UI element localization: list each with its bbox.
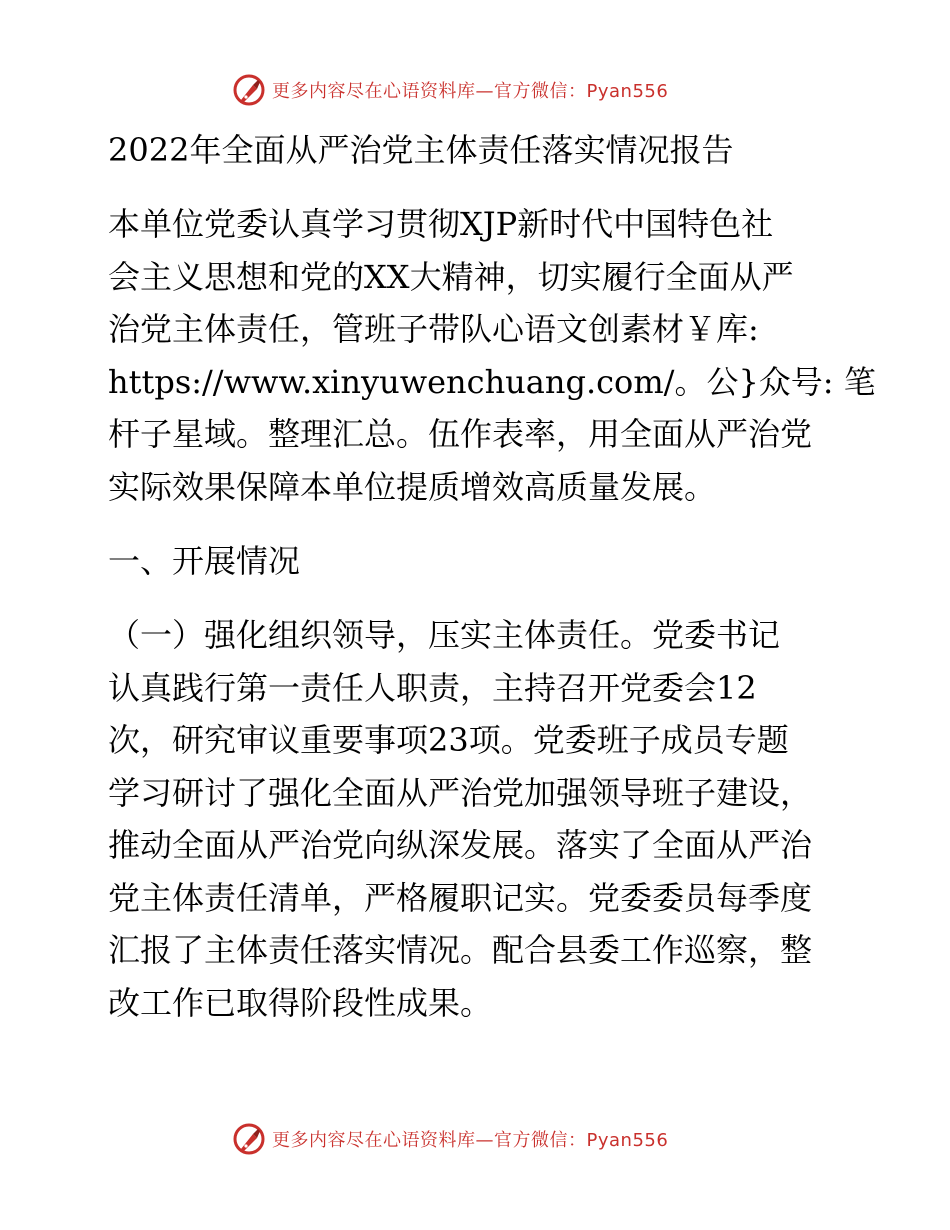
paragraph-line: 认真践行第一责任人职责，主持召开党委会12	[108, 668, 757, 707]
paragraph-line: 改工作已取得阶段性成果。	[108, 983, 493, 1022]
footer-watermark	[232, 1121, 668, 1157]
paragraph-line: 学习研讨了强化全面从严治党加强领导班子建设，	[108, 773, 813, 812]
paragraph-line: https://www.xinyuwenchuang.com/。公}众号: 笔	[108, 362, 876, 401]
footer-watermark-text: 更多内容尽在心语资料库—官方微信：Pyan556	[272, 1130, 669, 1151]
paragraph-line: 本单位党委认真学习贯彻XJP新时代中国特色社	[108, 205, 774, 243]
paragraph-line: 杆子星域。整理汇总。伍作表率，用全面从严治党	[108, 415, 813, 453]
paragraph-line: 治党主体责任，管班子带队心语文创素材￥库:	[108, 310, 759, 348]
paragraph-line: 实际效果保障本单位提质增效高质量发展。	[108, 467, 717, 506]
header-watermark	[232, 72, 668, 108]
paragraph-line: 汇报了主体责任落实情况。配合县委工作巡察，整	[108, 931, 813, 969]
paragraph-line: 次，研究审议重要事项23项。党委班子成员专题	[108, 721, 789, 759]
pen-nib-logo-icon	[232, 73, 266, 107]
pen-nib-logo-icon	[232, 1122, 266, 1156]
document-title: 2022年全面从严治党主体责任落实情况报告	[108, 131, 734, 169]
paragraph-line: （一）强化组织领导，压实主体责任。党委书记	[108, 616, 781, 654]
paragraph-line: 党主体责任清单，严格履职记实。党委委员每季度	[108, 878, 813, 917]
paragraph-section-1	[98, 609, 858, 1029]
paragraph-line: 会主义思想和党的XX大精神，切实履行全面从严	[108, 257, 794, 296]
paragraph-line: 推动全面从严治党向纵深发展。落实了全面从严治	[108, 826, 813, 864]
paragraph-intro	[98, 198, 876, 513]
section-heading: 一、开展情况	[108, 542, 301, 580]
header-watermark-text: 更多内容尽在心语资料库—官方微信：Pyan556	[272, 81, 669, 102]
document-body	[98, 120, 876, 1029]
